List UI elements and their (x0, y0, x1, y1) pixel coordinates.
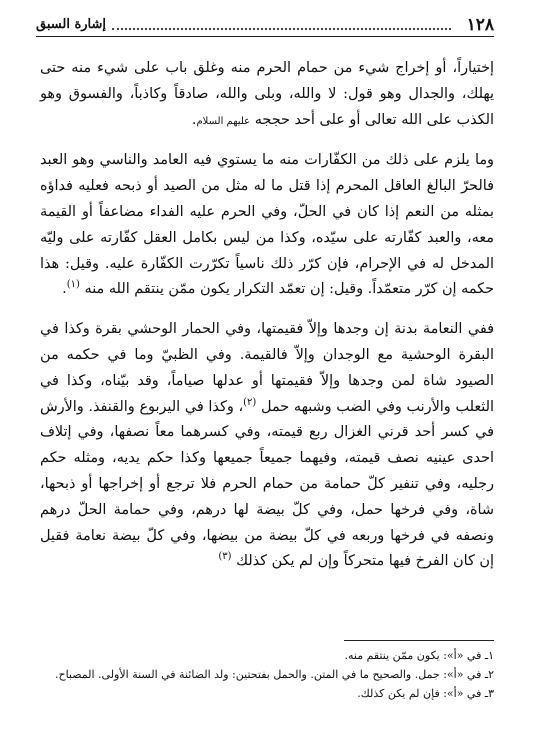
paragraph-2-end: . (62, 281, 67, 298)
page-header (36, 10, 494, 37)
header-dotted-leader (112, 28, 451, 30)
paragraph-1-text: إختياراً، أو إخراج شيء من حمام الحرم منه وغلق باب على شيء منه حتى يهلك، والجدال وهو قول: لا والله، وبلى والله، صادقاً وكاذباً، والفسوق وهو الكذب على الله تعالى أو على أحد حججه (40, 60, 494, 128)
footnote-ref-2: (٢) (243, 396, 257, 408)
honorific-blessing: عليهم السلام (196, 115, 251, 127)
footnote-1: ١ـ في «أ»: يكون ممّن ينتقم منه. (344, 649, 494, 662)
footnote-3: ٣ـ في «أ»: فإن لم يكن كذلك. (357, 687, 494, 700)
page-number: ١٢٨ (466, 15, 494, 35)
running-title: إشارة السبق (36, 17, 107, 32)
paragraph-2 (40, 148, 494, 303)
main-text (40, 56, 494, 575)
footnote-ref-3: (٣) (218, 551, 232, 563)
paragraph-3-text-cont: ، وكذا في اليربوع والقنفذ. والأرش في كسر أحد قرني الغزال ربع قيمته، وفي كسرهما معاً نصفها، وفي إتلاف احدى عينيه نصف قيمته، وفيهما جميعاً جميعها وكذا حكم يديه، ومثله حكم رجليه، وفي تنفير كلّ حمامة من حمام الحرم فلا ترجع أو إخراجها أو ذبحها، شاة، وفي فرخها حمل، وفي كلّ بيضة لها درهم، وفي حمامة الحلّ درهم ونصفه في فرخها وربعه في كلّ بيضة من بيضها، وفي كلّ بيضة نعامة فقيل إن كان الفرخ فيها متحركاً وإن لم يكن كذلك (40, 398, 494, 570)
footnote-ref-1: (١) (66, 279, 80, 291)
paragraph-3-text: ففي النعامة بدنة إن وجدها وإلاّ فقيمتها، وفي الحمار الوحشي بقرة وكذا في البقرة الوحشية مع الوجدان وإلاّ فالقيمة. وفي الظبيّ وما في حكمه من الصيود شاة لمن وجدها وإلاّ فقيمتها أو عدلها صياماً، وقد بيّناه، وكذا في الثعلب والأرنب وفي الضب وشبهه حمل (40, 321, 495, 415)
footnote-2: ٢ـ في «أ»: جمل. والصحيح ما في المتن. والحمل بفتحتين: ولد الضائنة في السنة الأولى. المصباح. (54, 668, 494, 681)
paragraph-1 (40, 56, 494, 134)
paragraph-2-text: وما يلزم على ذلك من الكفّارات منه ما يستوي فيه العامد والناسي وهو العبد فالحرّ البالغ العاقل المحرم إذا قتل ما له مثل من الصيد أو ذبحه فعليه فداؤه بمثله من النعم إذا كان في الحلّ، وفي الحرم عليه الفداء مضاعفاً أو القيمة معه، والعبد كفّارته على سيّده، وكذا من ليس بكامل العقل كفّارته على وليّه المدخل له في الإحرام، فإن كرّر ذلك ناسياً تكرّرت الكفّارة عليه. وقيل: هذا حكمه إن كرّر متعمّداً. وقيل: إن تعمّد التكرار يكون ممّن ينتقم الله منه (40, 152, 494, 298)
footnote-separator (344, 640, 494, 641)
paragraph-3 (40, 317, 494, 575)
footnotes (40, 646, 494, 703)
paragraph-1-end: . (191, 111, 197, 128)
